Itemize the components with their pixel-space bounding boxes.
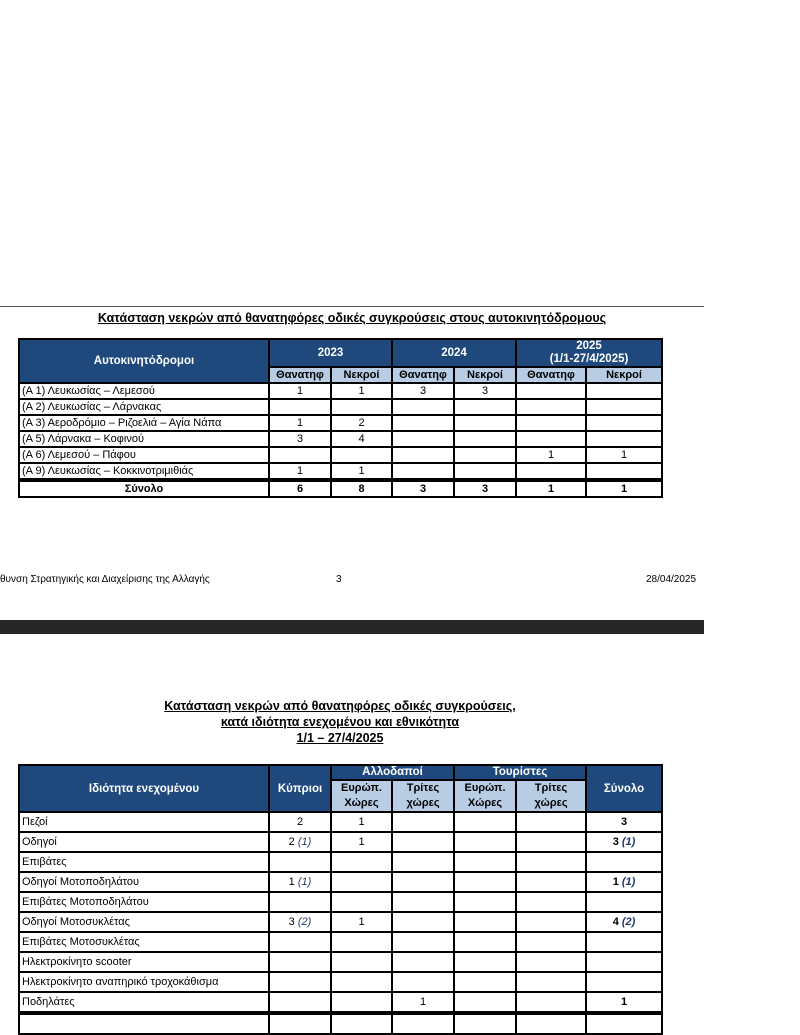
row-value xyxy=(516,463,586,480)
parenthetical-value: (1) xyxy=(621,876,636,888)
cell-cy xyxy=(269,812,331,832)
cell-total xyxy=(586,932,662,952)
header-rule xyxy=(0,306,704,307)
subheader-deaths: Νεκροί xyxy=(331,367,392,383)
table-row xyxy=(19,447,662,463)
row-label: (Α 9) Λευκωσίας – Κοκκινοτριμιθιάς xyxy=(19,463,269,480)
parenthetical-value: (2) xyxy=(297,916,312,928)
row-value xyxy=(392,399,454,415)
cell-f-eu xyxy=(331,832,392,852)
cell-value: 2 xyxy=(296,816,304,828)
cell-total xyxy=(586,912,662,932)
page-separator xyxy=(0,620,704,634)
row-value xyxy=(454,431,516,447)
row-label: (Α 6) Λεμεσού – Πάφου xyxy=(19,447,269,463)
cell-f-third xyxy=(392,892,454,912)
row-value xyxy=(454,463,516,480)
total-cell-cropped xyxy=(19,1013,269,1034)
subheader-third-countries: Τρίτες χώρες xyxy=(392,780,454,812)
table-row xyxy=(19,972,662,992)
cell-value: 3 xyxy=(620,816,628,828)
total-cell-cropped xyxy=(586,1013,662,1034)
cell-f-eu xyxy=(331,852,392,872)
row-value xyxy=(586,415,662,431)
row-label: Ηλεκτροκίνητο scooter xyxy=(19,952,269,972)
cell-t-eu xyxy=(454,852,516,872)
cell-t-third xyxy=(516,972,586,992)
row-value: 1 xyxy=(331,383,392,399)
cell-total xyxy=(586,872,662,892)
total-cell-cropped xyxy=(516,1013,586,1034)
cell-f-eu xyxy=(331,912,392,932)
total-cell-cropped xyxy=(392,1013,454,1034)
cell-cy xyxy=(269,992,331,1013)
row-value: 1 xyxy=(516,447,586,463)
table-row xyxy=(19,952,662,972)
header-year-2025 xyxy=(516,339,662,367)
cell-total xyxy=(586,972,662,992)
row-value: 3 xyxy=(454,383,516,399)
row-label: Ποδηλάτες xyxy=(19,992,269,1013)
cell-value: 3 xyxy=(612,836,619,848)
cell-f-eu xyxy=(331,932,392,952)
total-cell-cropped xyxy=(331,1013,392,1034)
nationality-fatalities-table xyxy=(18,764,663,1035)
row-value: 3 xyxy=(392,383,454,399)
cell-t-eu xyxy=(454,952,516,972)
subheader-deaths: Νεκροί xyxy=(454,367,516,383)
row-label: Επιβάτες Μοτοσυκλέτας xyxy=(19,932,269,952)
parenthetical-value: (1) xyxy=(297,836,312,848)
table-total-row xyxy=(19,480,662,497)
cell-value: 2 xyxy=(288,836,295,848)
cell-f-third xyxy=(392,912,454,932)
cell-t-eu xyxy=(454,892,516,912)
table-row xyxy=(19,892,662,912)
row-label: (Α 1) Λευκωσίας – Λεμεσού xyxy=(19,383,269,399)
cell-t-eu xyxy=(454,972,516,992)
row-value xyxy=(269,447,331,463)
cell-f-eu xyxy=(331,992,392,1013)
total-cell-cropped xyxy=(269,1013,331,1034)
highway-table-title: Κατάσταση νεκρών από θανατηφόρες οδικές συγκρούσεις στους αυτοκινητόδρομους xyxy=(97,311,607,325)
cell-f-eu xyxy=(331,812,392,832)
row-value xyxy=(516,415,586,431)
row-value: 1 xyxy=(269,383,331,399)
row-label: (Α 3) Αεροδρόμιο – Ριζοελιά – Αγία Νάπα xyxy=(19,415,269,431)
table-row xyxy=(19,463,662,480)
cell-value: 1 xyxy=(419,996,427,1008)
header-foreigners: Αλλοδαποί xyxy=(331,765,454,780)
nationality-table-title xyxy=(0,698,680,746)
table-row xyxy=(19,992,662,1013)
row-label: (Α 2) Λευκωσίας – Λάρνακας xyxy=(19,399,269,415)
subheader-fatal: Θανατηφ xyxy=(269,367,331,383)
parenthetical-value: (1) xyxy=(621,836,636,848)
header-year-2025-range: (1/1-27/4/2025) xyxy=(549,353,629,365)
subheader-fatal: Θανατηφ xyxy=(392,367,454,383)
cell-value: 1 xyxy=(612,876,619,888)
cell-total xyxy=(586,892,662,912)
cell-f-third xyxy=(392,932,454,952)
header-total: Σύνολο xyxy=(586,765,662,812)
title-line-2: κατά ιδιότητα ενεχομένου και εθνικότητα xyxy=(220,715,460,729)
cell-value: 3 xyxy=(288,916,295,928)
footer-department: θυνση Στρατηγικής και Διαχείρισης της Αλλαγής xyxy=(0,574,210,585)
cell-f-third xyxy=(392,812,454,832)
table-row xyxy=(19,932,662,952)
table-row xyxy=(19,399,662,415)
total-cell: 3 xyxy=(454,480,516,497)
cell-f-eu xyxy=(331,972,392,992)
row-label: Οδηγοί xyxy=(19,832,269,852)
row-value xyxy=(392,463,454,480)
cell-t-eu xyxy=(454,912,516,932)
total-cell: 6 xyxy=(269,480,331,497)
cell-value: 1 xyxy=(358,816,365,828)
row-value xyxy=(392,431,454,447)
row-value xyxy=(331,399,392,415)
row-value xyxy=(392,415,454,431)
row-label: Επιβάτες xyxy=(19,852,269,872)
row-label: Ηλεκτροκίνητο αναπηρικό τροχοκάθισμα xyxy=(19,972,269,992)
total-label: Σύνολο xyxy=(19,480,269,497)
table-row xyxy=(19,852,662,872)
row-value: 1 xyxy=(269,463,331,480)
cell-cy xyxy=(269,852,331,872)
total-cell: 1 xyxy=(516,480,586,497)
header-highways: Αυτοκινητόδρομοι xyxy=(19,339,269,383)
cell-t-third xyxy=(516,952,586,972)
table-row xyxy=(19,912,662,932)
row-value xyxy=(586,463,662,480)
row-value: 1 xyxy=(586,447,662,463)
header-year-2023: 2023 xyxy=(269,339,392,367)
cell-f-eu xyxy=(331,892,392,912)
header-involvement: Ιδιότητα ενεχομένου xyxy=(19,765,269,812)
subheader-fatal: Θανατηφ xyxy=(516,367,586,383)
cell-t-third xyxy=(516,892,586,912)
subheader-deaths: Νεκροί xyxy=(586,367,662,383)
subheader-eu-countries: Ευρώπ. Χώρες xyxy=(454,780,516,812)
row-value: 1 xyxy=(269,415,331,431)
highway-fatalities-table xyxy=(18,338,663,498)
row-value xyxy=(516,431,586,447)
header-cypriots: Κύπριοι xyxy=(269,765,331,812)
row-value xyxy=(392,447,454,463)
cell-value: 1 xyxy=(288,876,295,888)
cell-total xyxy=(586,992,662,1013)
cell-cy xyxy=(269,952,331,972)
footer-page-number: 3 xyxy=(336,574,342,585)
row-value: 4 xyxy=(331,431,392,447)
row-label: Πεζοί xyxy=(19,812,269,832)
cell-cy xyxy=(269,972,331,992)
row-value xyxy=(269,399,331,415)
table-row xyxy=(19,812,662,832)
cell-t-third xyxy=(516,912,586,932)
cell-t-eu xyxy=(454,872,516,892)
row-value: 3 xyxy=(269,431,331,447)
cell-f-third xyxy=(392,992,454,1013)
cell-t-eu xyxy=(454,812,516,832)
row-value xyxy=(586,399,662,415)
title-line-1: Κατάσταση νεκρών από θανατηφόρες οδικές συγκρούσεις, xyxy=(164,699,516,713)
total-cell-cropped xyxy=(454,1013,516,1034)
cell-value: 1 xyxy=(358,916,365,928)
row-value: 2 xyxy=(331,415,392,431)
table-row xyxy=(19,415,662,431)
total-cell: 3 xyxy=(392,480,454,497)
table-row xyxy=(19,431,662,447)
cell-total xyxy=(586,832,662,852)
cell-t-third xyxy=(516,852,586,872)
table-row xyxy=(19,383,662,399)
cell-f-third xyxy=(392,852,454,872)
row-value xyxy=(586,431,662,447)
cell-f-third xyxy=(392,872,454,892)
cell-f-eu xyxy=(331,872,392,892)
row-value xyxy=(516,383,586,399)
row-value xyxy=(331,447,392,463)
cell-cy xyxy=(269,932,331,952)
cell-value: 4 xyxy=(612,916,619,928)
cell-t-third xyxy=(516,872,586,892)
row-value xyxy=(586,383,662,399)
subheader-eu-countries: Ευρώπ. Χώρες xyxy=(331,780,392,812)
cell-t-third xyxy=(516,992,586,1013)
cell-f-third xyxy=(392,832,454,852)
total-cell: 8 xyxy=(331,480,392,497)
row-value: 1 xyxy=(331,463,392,480)
header-year-2025-label: 2025 xyxy=(576,340,602,352)
cell-f-eu xyxy=(331,952,392,972)
cell-f-third xyxy=(392,972,454,992)
cell-value: 1 xyxy=(620,996,628,1008)
row-value xyxy=(454,447,516,463)
row-label: Οδηγοί Μοτοσυκλέτας xyxy=(19,912,269,932)
row-label: (Α 5) Λάρνακα – Κοφινού xyxy=(19,431,269,447)
cell-total xyxy=(586,952,662,972)
cell-cy xyxy=(269,832,331,852)
subheader-third-countries: Τρίτες χώρες xyxy=(516,780,586,812)
table-row xyxy=(19,832,662,852)
cell-total xyxy=(586,812,662,832)
row-label: Οδηγοί Μοτοποδηλάτου xyxy=(19,872,269,892)
footer-date: 28/04/2025 xyxy=(646,574,697,585)
cell-t-eu xyxy=(454,932,516,952)
row-value xyxy=(454,399,516,415)
cell-t-third xyxy=(516,832,586,852)
title-line-3: 1/1 – 27/4/2025 xyxy=(296,731,384,745)
parenthetical-value: (2) xyxy=(621,916,636,928)
cell-t-third xyxy=(516,932,586,952)
cell-f-third xyxy=(392,952,454,972)
row-value xyxy=(454,415,516,431)
cell-cy xyxy=(269,892,331,912)
table-row xyxy=(19,872,662,892)
cell-value: 1 xyxy=(358,836,365,848)
cell-total xyxy=(586,852,662,872)
total-cell: 1 xyxy=(586,480,662,497)
cell-t-third xyxy=(516,812,586,832)
cell-cy xyxy=(269,912,331,932)
header-tourists: Τουρίστες xyxy=(454,765,586,780)
table-total-row-partial xyxy=(19,1013,662,1034)
cell-cy xyxy=(269,872,331,892)
row-value xyxy=(516,399,586,415)
header-year-2024: 2024 xyxy=(392,339,516,367)
cell-t-eu xyxy=(454,832,516,852)
row-label: Επιβάτες Μοτοποδηλάτου xyxy=(19,892,269,912)
parenthetical-value: (1) xyxy=(297,876,312,888)
cell-t-eu xyxy=(454,992,516,1013)
